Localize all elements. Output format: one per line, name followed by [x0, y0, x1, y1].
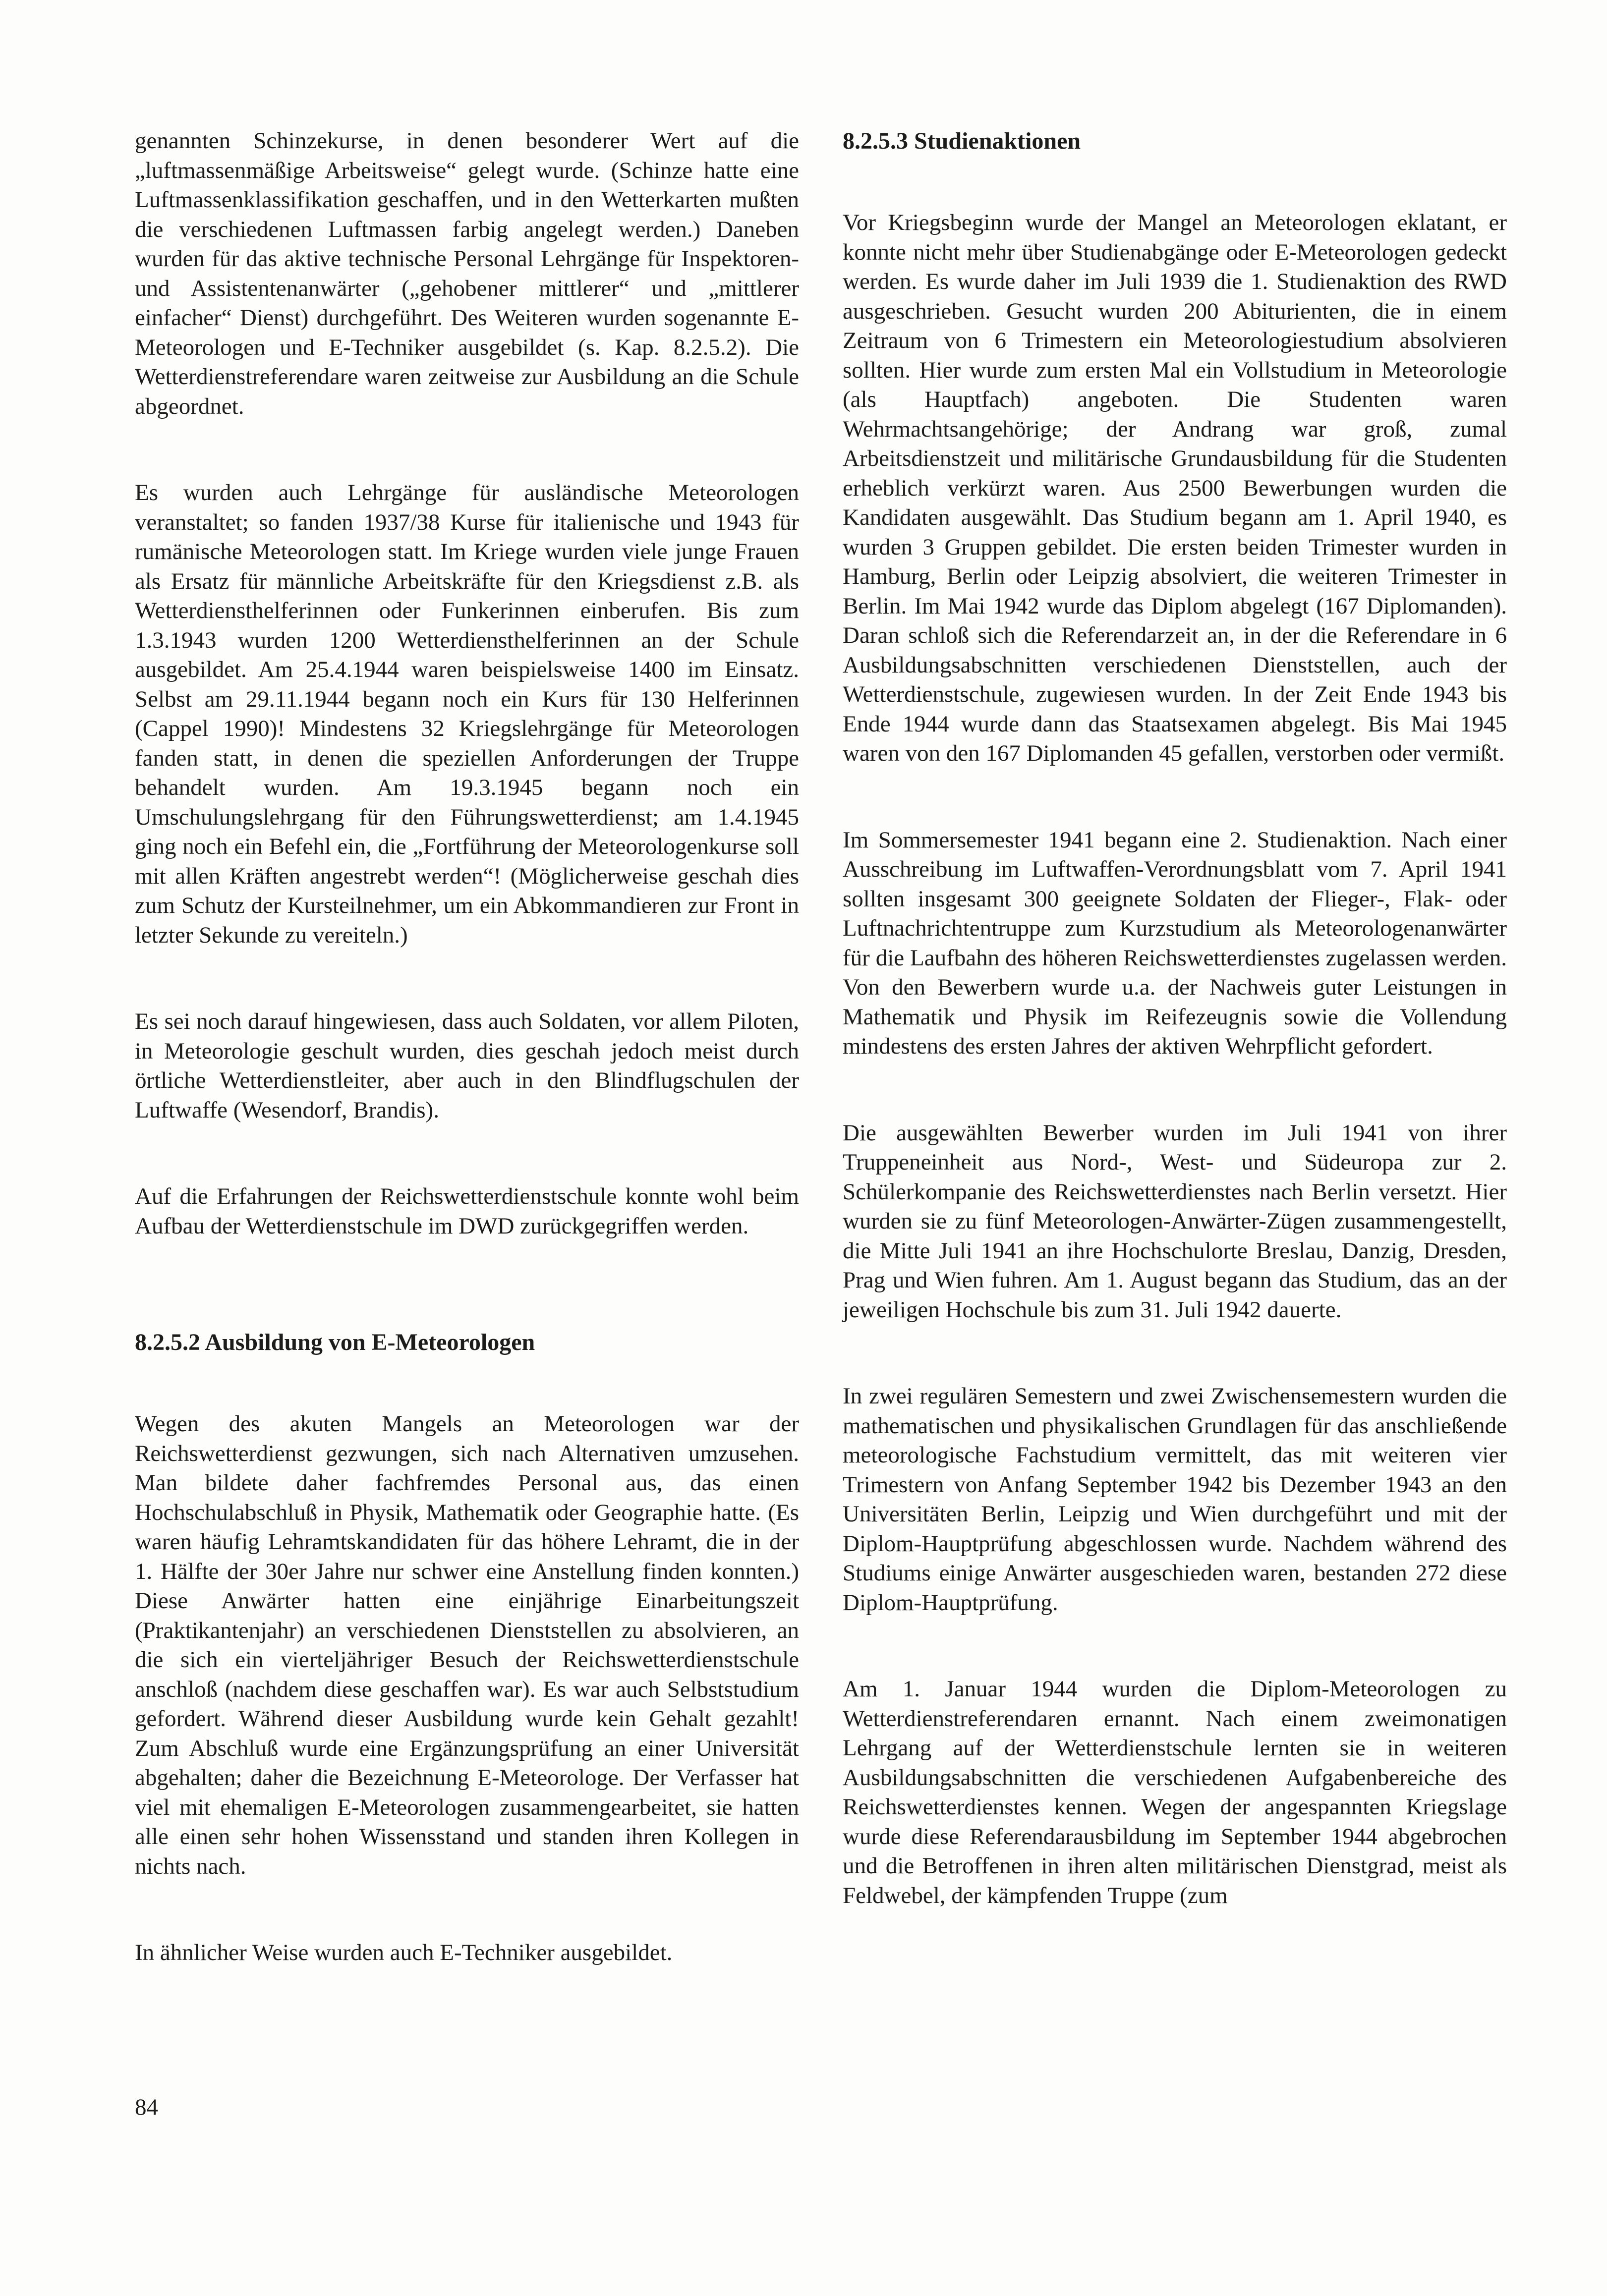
paragraph: Es sei noch darauf hingewiesen, dass auch Soldaten, vor allem Piloten, in Meteorologie geschult wurden, dies geschah jedoch meist durch örtliche Wetterdienstleiter, aber auch in den Blindflugschulen der Luftwaffe (Wesendorf, Brandis).	[135, 1008, 799, 1123]
page-number: 84	[135, 2094, 158, 2120]
right-column	[843, 126, 1507, 1910]
paragraph: Es wurden auch Lehrgänge für ausländische Meteorologen veranstaltet; so fanden 1937/38 Kurse für italienische und 1943 für rumänische Meteorologen statt. Im Kriege wurden viele junge Frauen als Ersatz für männliche Arbeitskräfte für den Kriegsdienst z.B. als Wetterdiensthelferinnen oder Funkerinnen einberufen. Bis zum 1.3.1943 wurden 1200 Wetterdiensthelferinnen an der Schule ausgebildet. Am 25.4.1944 waren beispielsweise 1400 im Einsatz. Selbst am 29.11.1944 begann noch ein Kurs für 130 Helferinnen (Cappel 1990)! Mindestens 32 Kriegslehrgänge für Meteorologen fanden statt, in denen die speziellen Anforderungen der Truppe behandelt wurden. Am 19.3.1945 begann noch ein Umschulungslehrgang für den Führungswetterdienst; am 1.4.1945 ging noch ein Befehl ein, die „Fortführung der Meteorologenkurse soll mit allen Kräften angestrebt werden“! (Möglicherweise geschah dies zum Schutz der Kursteilnehmer, um ein Abkommandieren zur Front in letzter Sekunde zu vereiteln.)	[135, 480, 799, 948]
section-heading: 8.2.5.2 Ausbildung von E-Meteorologen	[135, 1329, 535, 1355]
paragraph: Auf die Erfahrungen der Reichswetterdienstschule konnte wohl beim Aufbau der Wetterdienstschule im DWD zurückgegriffen werden.	[135, 1183, 799, 1239]
left-column	[135, 126, 799, 1968]
paragraph: Im Sommersemester 1941 begann eine 2. Studienaktion. Nach einer Ausschreibung im Luftwaffen-Verordnungsblatt vom 7. April 1941 sollten insgesamt 300 geeignete Soldaten der Flieger-, Flak- oder Luftnachrichtentruppe zum Kurzstudium als Meteorologenanwärter für die Laufbahn des höheren Reichswetterdienstes zugelassen werden. Von den Bewerbern wurde u.a. der Nachweis guter Leistungen in Mathematik und Physik im Reifezeugnis sowie die Vollendung mindestens des ersten Jahres der aktiven Wehrpflicht gefordert.	[843, 827, 1507, 1059]
paragraph: Vor Kriegsbeginn wurde der Mangel an Meteorologen eklatant, er konnte nicht mehr über Studienabgänge oder E-Meteorologen gedeckt werden. Es wurde daher im Juli 1939 die 1. Studienaktion des RWD ausgeschrieben. Gesucht wurden 200 Abiturienten, die in einem Zeitraum von 6 Trimestern ein Meteorologiestudium absolvieren sollten. Hier wurde zum ersten Mal ein Vollstudium in Meteorologie (als Hauptfach) angeboten. Die Studenten waren Wehrmachtsangehörige; der Andrang war groß, zumal Arbeitsdienstzeit und militärische Grundausbildung für die Studenten erheblich verkürzt waren. Aus 2500 Bewerbungen wurden die Kandidaten ausgewählt. Das Studium begann am 1. April 1940, es wurden 3 Gruppen gebildet. Die ersten beiden Trimester wurden in Hamburg, Berlin oder Leipzig absolviert, die weiteren Trimester in Berlin. Im Mai 1942 wurde das Diplom abgelegt (167 Diplomanden). Daran schloß sich die Referendarzeit an, in der die Referendare in 6 Ausbildungsabschnitten verschiedenen Dienststellen, auch der Wetterdienstschule, zugewiesen wurden. In der Zeit Ende 1943 bis Ende 1944 wurde dann das Staatsexamen abgelegt. Bis Mai 1945 waren von den 167 Diplomanden 45 gefallen, verstorben oder vermißt.	[843, 210, 1507, 766]
paragraph: In zwei regulären Semestern und zwei Zwischensemestern wurden die mathematischen und physikalischen Grundlagen für das anschließende meteorologische Fachstudium vermittelt, das mit weiteren vier Trimestern von Anfang September 1942 bis Dezember 1943 an den Universitäten Berlin, Leipzig und Wien durchgeführt und mit der Diplom-Hauptprüfung abgeschlossen wurde. Nachdem während des Studiums einige Anwärter ausgeschieden waren, bestanden 272 diese Diplom-Hauptprüfung.	[843, 1383, 1507, 1616]
paragraph: Die ausgewählten Bewerber wurden im Juli 1941 von ihrer Truppeneinheit aus Nord-, West- und Südeuropa zur 2. Schülerkompanie des Reichswetterdienstes nach Berlin versetzt. Hier wurden sie zu fünf Meteorologen-Anwärter-Zügen zusammengestellt, die Mitte Juli 1941 an ihre Hochschulorte Breslau, Danzig, Dresden, Prag und Wien fuhren. Am 1. August begann das Studium, das an der jeweiligen Hochschule bis zum 31. Juli 1942 dauerte.	[843, 1120, 1507, 1323]
paragraph: genannten Schinzekurse, in denen besonderer Wert auf die „luftmassenmäßige Arbeitsweise“ gelegt wurde. (Schinze hatte eine Luftmassenklassifikation geschaffen, und in den Wetterkarten mußten die verschiedenen Luftmassen farbig angelegt werden.) Daneben wurden für das aktive technische Personal Lehrgänge für Inspektoren- und Assistentenanwärter („gehobener mittlerer“ und „mittlerer einfacher“ Dienst) durchgeführt. Des Weiteren wurden sogenannte E-Meteorologen und E-Techniker ausgebildet (s. Kap. 8.2.5.2). Die Wetterdienstreferendare waren zeitweise zur Ausbildung an die Schule abgeordnet.	[135, 128, 799, 419]
section-heading: 8.2.5.3 Studienaktionen	[843, 128, 1081, 154]
paragraph: Wegen des akuten Mangels an Meteorologen war der Reichswetterdienst gezwungen, sich nach Alternativen umzusehen. Man bildete daher fachfremdes Personal aus, das einen Hochschulabschluß in Physik, Mathematik oder Geographie hatte. (Es waren häufig Lehramtskandidaten für das höhere Lehramt, die in der 1. Hälfte der 30er Jahre nur schwer eine Anstellung finden konnten.) Diese Anwärter hatten eine einjährige Einarbeitungszeit (Praktikantenjahr) an verschiedenen Dienststellen zu absolvieren, an die sich ein vierteljähriger Besuch der Reichswetterdienstschule anschloß (nachdem diese geschaffen war). Es war auch Selbststudium gefordert. Während dieser Ausbildung wurde kein Gehalt gezahlt! Zum Abschluß wurde eine Ergänzungsprüfung an einer Universität abgehalten; daher die Bezeichnung E-Meteorologe. Der Verfasser hat viel mit ehemaligen E-Meteorologen zusammengearbeitet, sie hatten alle einen sehr hohen Wissensstand und standen ihren Kollegen in nichts nach.	[135, 1411, 799, 1879]
paragraph: Am 1. Januar 1944 wurden die Diplom-Meteorologen zu Wetterdienstreferendaren ernannt. Nach einem zweimonatigen Lehrgang auf der Wetterdienstschule lernten sie in weiteren Ausbildungsabschnitten die verschiedenen Aufgabenbereiche des Reichswetterdienstes kennen. Wegen der angespannten Kriegslage wurde diese Referendarausbildung im September 1944 abgebrochen und die Betroffenen in ihren alten militärischen Dienstgrad, meist als Feldwebel, der kämpfenden Truppe (zum	[843, 1676, 1507, 1908]
paragraph: In ähnlicher Weise wurden auch E-Techniker ausgebildet.	[135, 1940, 673, 1965]
